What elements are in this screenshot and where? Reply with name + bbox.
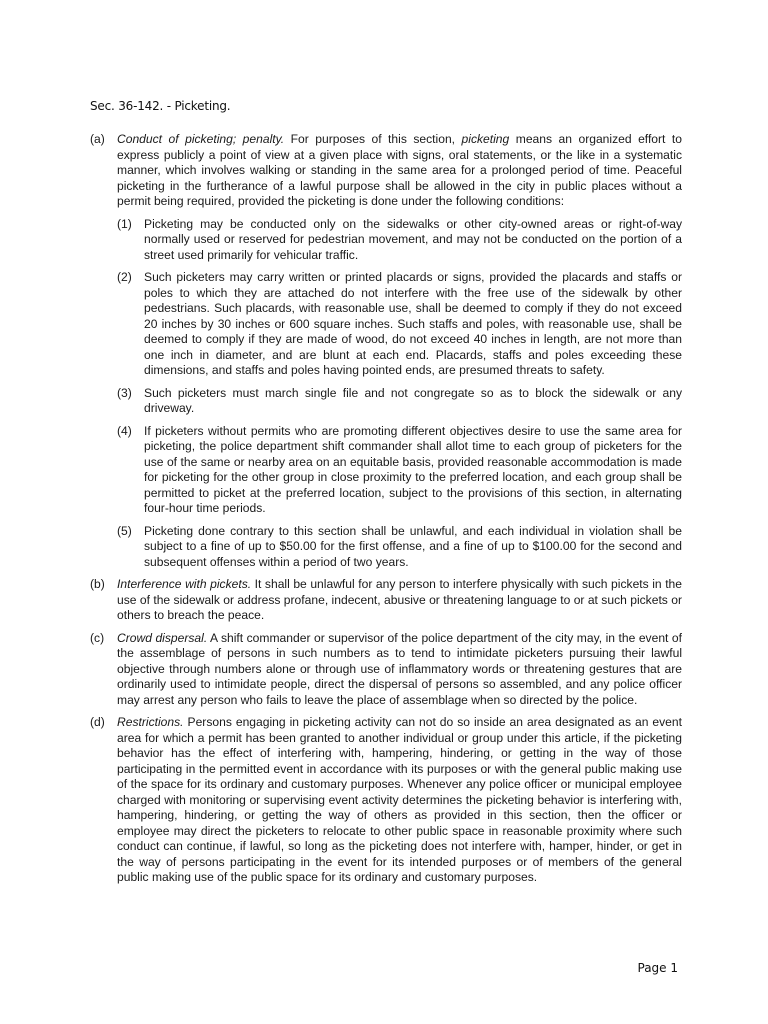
list-item [117,270,682,379]
paragraph-text: It shall be unlawful for any person to interfere physically with such pickets in the use of the sidewalk or address profane, indecent, abusive or threatening language to or at such pickets or others to breach the peace. [117,577,682,622]
document-body [90,132,682,893]
paragraph-c [90,631,682,709]
list-item [117,217,682,264]
list-item-marker: (3) [117,385,132,400]
paragraph-d [90,715,682,886]
list-item [117,524,682,571]
section-title: Sec. 36-142. - Picketing. [90,99,231,113]
paragraph-marker: (d) [90,715,105,729]
paragraph-text: means an organized effort to express publicly a point of view at a given place with signs, oral statements, or the like in a systematic manner, which involves walking or standing in the same area for a prolonged period of time. Peaceful picketing in the furtherance of a lawful purpose shall be allowed in the city in public places without a permit being required, provided the picketing is done under the following conditions: [117,132,682,208]
paragraph-text: For purposes of this section, [284,132,462,146]
list-item-text: If picketers without permits who are promoting different objectives desire to use the same area for picketing, the police department shift commander shall allot time to each group of picketers for the use of the same or nearby area on an equitable basis, provided reasonable accommodation is made for picketing for the other group in close proximity to the preferred location, and each group shall be permitted to picket at the preferred location, subject to the provisions of this section, in alternating four-hour time periods. [144,423,682,515]
list-item-text: Such picketers may carry written or printed placards or signs, provided the placards and staffs or poles to which they are attached do not interfere with the free use of the sidewalk by other pedestrians. Such placards, with reasonable use, shall be deemed to comply if they do not exceed 20 inches by 30 inches or 600 square inches. Such staffs and poles, with reasonable use, shall be deemed to comply if they are made of wood, do not exceed 40 inches in length, are not more than one inch in diameter, and are blunt at each end. Placards, staffs and poles exceeding these dimensions, and staffs and poles having pointed ends, are presumed threats to safety. [144,270,682,377]
paragraph-heading: Restrictions. [117,715,184,729]
list-item-marker: (5) [117,523,132,538]
defined-term: picketing [461,132,510,146]
list-item-text: Picketing done contrary to this section shall be unlawful, and each individual in violation shall be subject to a fine of up to $50.00 for the first offense, and a fine of up to $100.00 for the second and subsequent offenses within a period of two years. [144,523,682,569]
paragraph-a [90,132,682,570]
paragraph-heading: Interference with pickets. [117,577,252,591]
paragraph-b [90,577,682,624]
list-item-text: Such picketers must march single file and not congregate so as to block the sidewalk or any driveway. [144,385,682,415]
page-number: Page 1 [637,961,678,975]
list-item-marker: (1) [117,216,132,231]
list-item-marker: (2) [117,270,132,284]
paragraph-text: Persons engaging in picketing activity can not do so inside an area designated as an event area for which a permit has been granted to another individual or group under this article, if the picketing behavior has the effect of interfering with, hampering, hindering, or getting in the way of those participating in the permitted event in accordance with its purposes or with the general public making use of the space for its ordinary and customary purposes. Whenever any police officer or municipal employee charged with monitoring or supervising event activity determines the picketing behavior is interfering with, hampering, hindering, or getting the way of others as provided in this section, then the officer or employee may direct the picketers to relocate to other public space in reasonable proximity where such conduct can continue, if lawful, so long as the picketing does not interfere with, hamper, hinder, or get in the way of persons participating in the event for its intended purposes or of members of the general public making use of the public space for its ordinary and customary purposes. [117,715,682,884]
list-item [117,386,682,417]
list-item-marker: (4) [117,423,132,438]
paragraph-marker: (b) [90,577,105,591]
paragraph-text: A shift commander or supervisor of the police department of the city may, in the event of the assemblage of persons in such numbers as to tend to intimidate picketers pursuing their lawful objective through numbers alone or through use of inflammatory words or threatening gestures that are ordinarily used to intimidate people, direct the dispersal of persons so assembled, and any police officer may arrest any person who fails to leave the place of assemblage when so directed by the police. [117,630,682,707]
paragraph-marker: (a) [90,132,105,146]
paragraph-heading: Crowd dispersal. [117,630,208,645]
paragraph-heading: Conduct of picketing; penalty. [117,132,285,146]
list-item [117,424,682,517]
paragraph-marker: (c) [90,630,105,645]
list-item-text: Picketing may be conducted only on the sidewalks or other city-owned areas or right-of-way normally used or reserved for pedestrian movement, and may not be conducted on the portion of a street used primarily for vehicular traffic. [144,216,682,262]
